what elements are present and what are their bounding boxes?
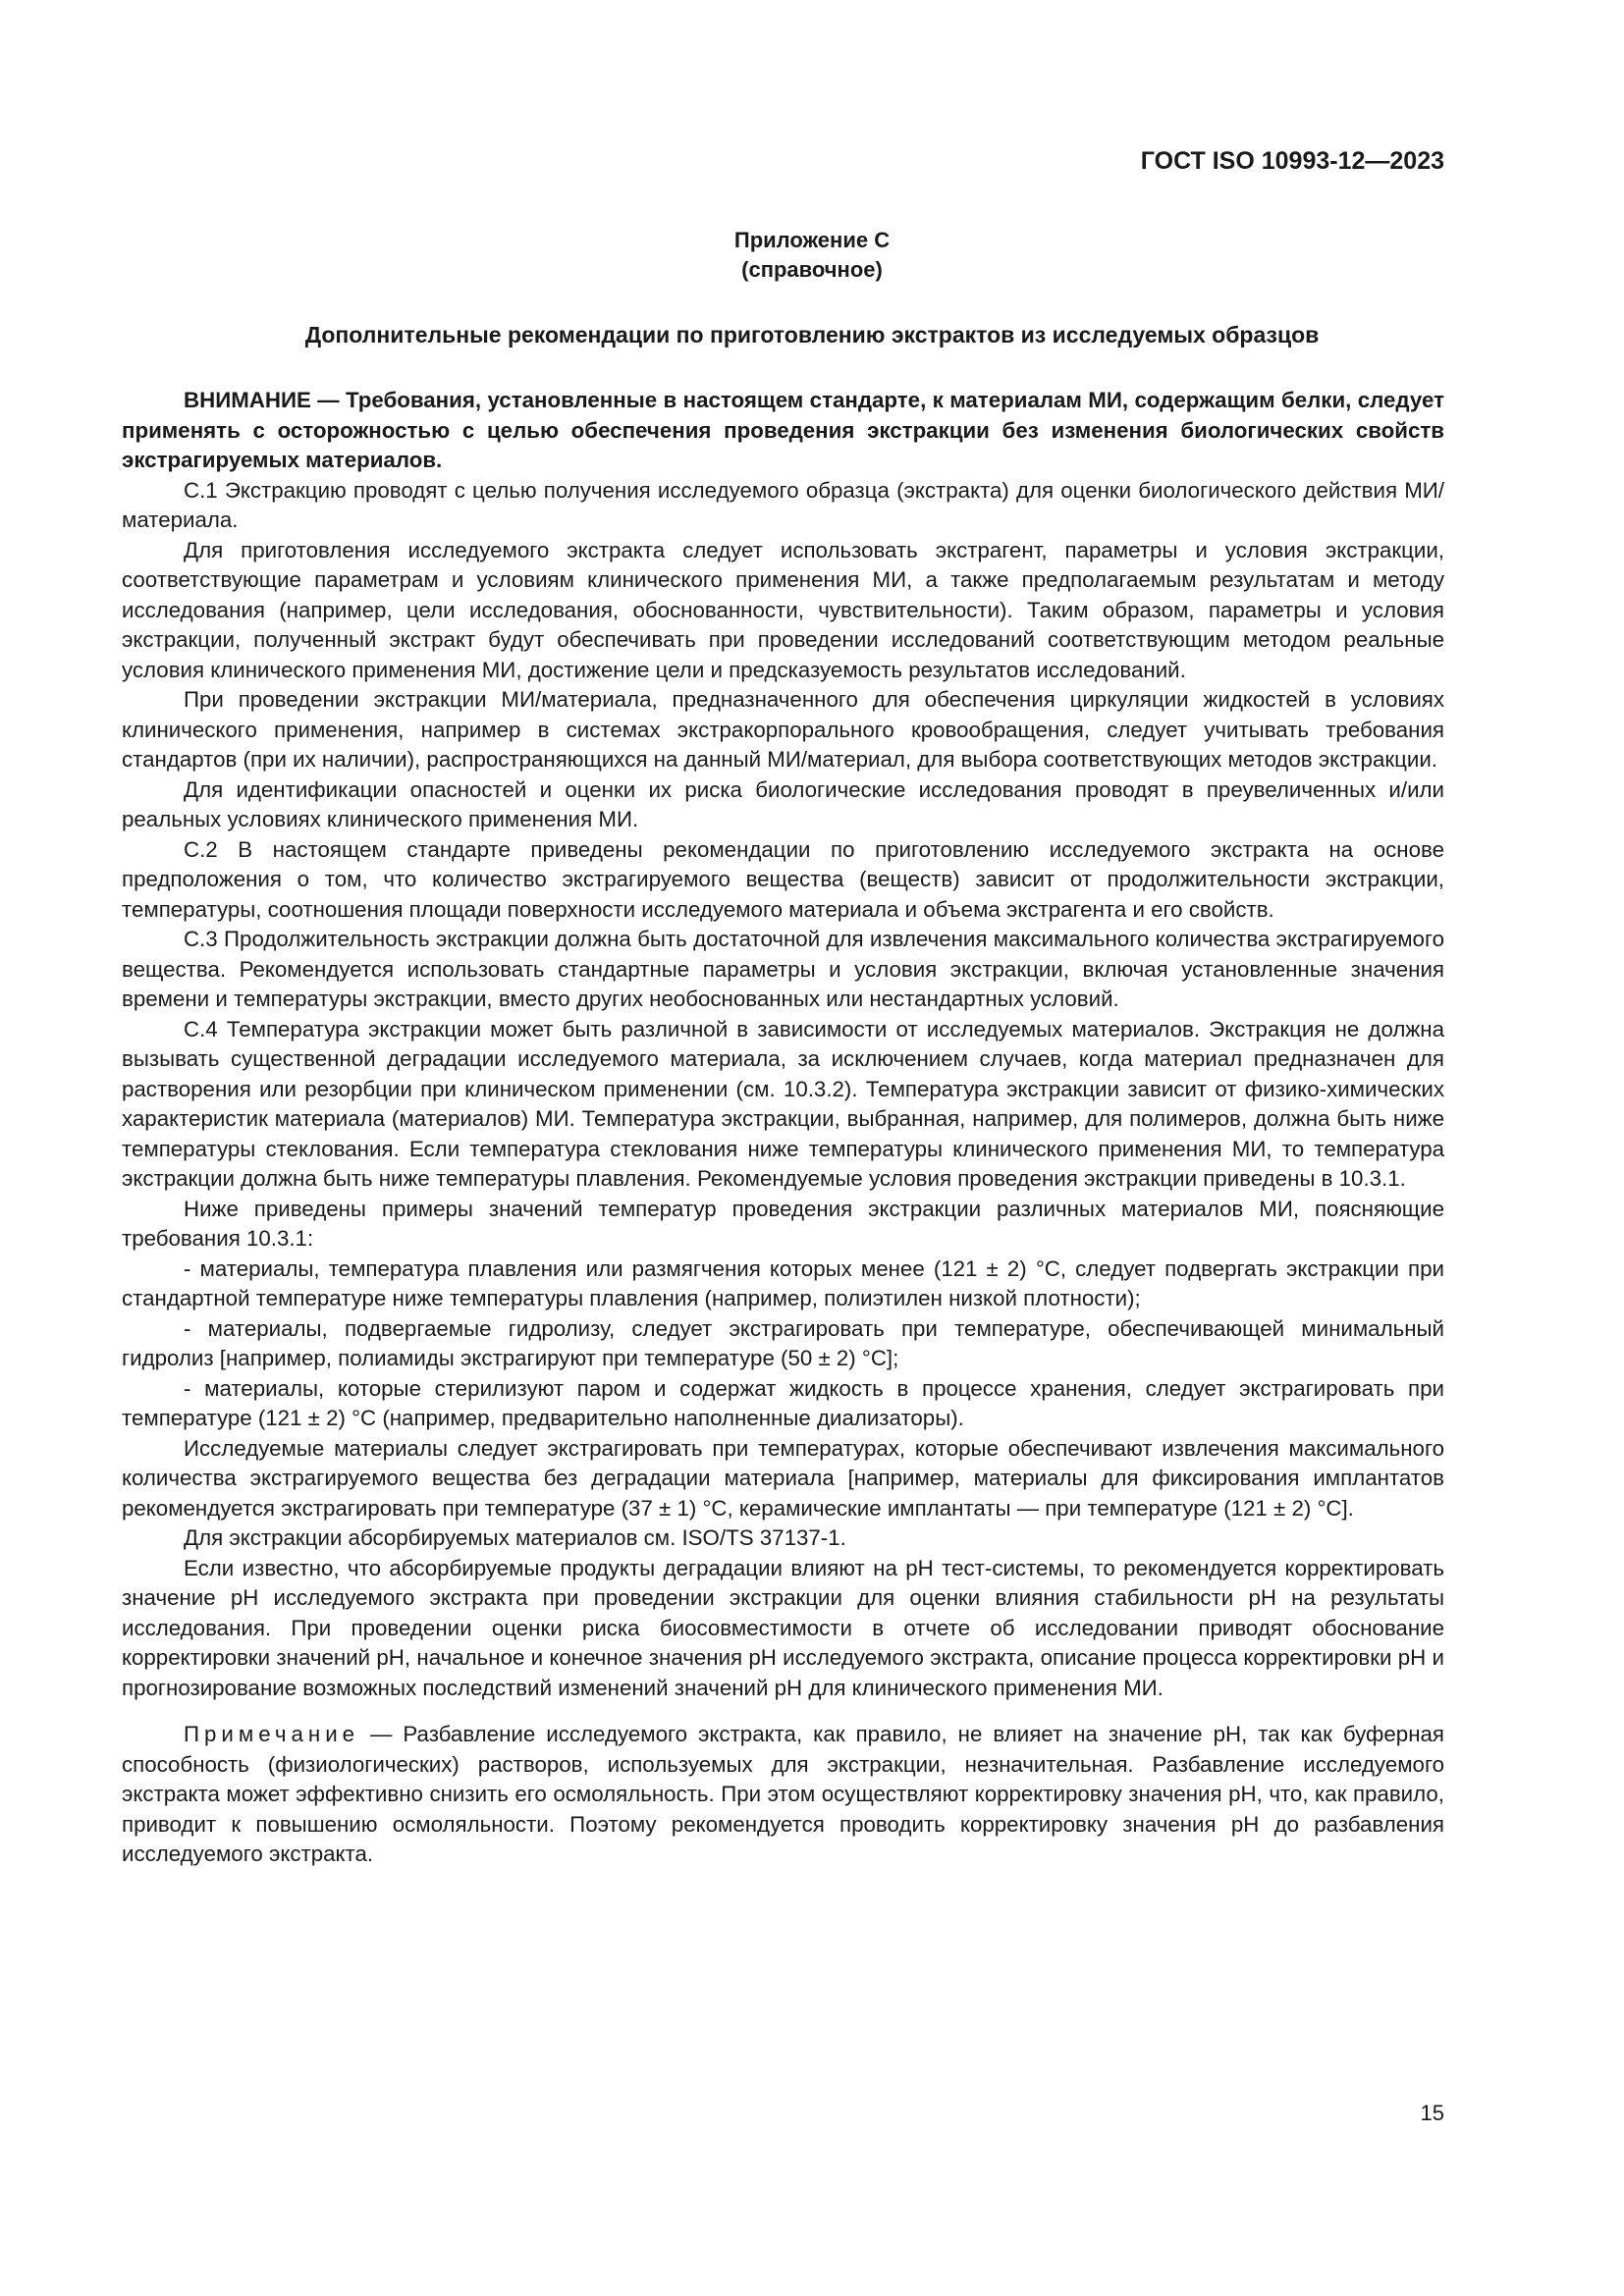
list-item: - материалы, которые стерилизуют паром и содержат жидкость в процессе хранения, следует экстрагировать при температуре (121 ± 2) °С (например, предварительно наполненные диализаторы). bbox=[122, 1375, 1444, 1430]
paragraph-c3: С.3 Продолжительность экстракции должна быть достаточной для извлечения максимального количества экстрагируемого вещества. Рекомендуется использовать стандартные параметры и условия экстракции, включая установленные значения времени и температуры экстракции, вместо других необоснованных или нестандартных условий. bbox=[122, 927, 1444, 1011]
body-text bbox=[122, 386, 1444, 1870]
appendix-title: Приложение С bbox=[733, 228, 891, 252]
paragraph: Для экстракции абсорбируемых материалов см. ISO/TS 37137-1. bbox=[184, 1525, 846, 1550]
paragraph: Для приготовления исследуемого экстракта следует использовать экстрагент, параметры и условия экстракции, соответствующие параметрам и условиям клинического применения МИ, а также предполагаемым результатам и методу исследования (например, цели исследования, обоснованности, чувствительности). Таким образом, параметры и условия экстракции, полученный экстракт будут обеспечивать при проведении исследований соответствующим методом реальные условия клинического применения МИ, достижение цели и предсказуемость результатов исследований. bbox=[122, 537, 1444, 682]
paragraph: Ниже приведены примеры значений температур проведения экстракции различных материалов МИ, поясняющие требования 10.3.1: bbox=[122, 1196, 1444, 1251]
paragraph-c2: С.2 В настоящем стандарте приведены рекомендации по приготовлению исследуемого экстракта на основе предположения о том, что количество экстрагируемого вещества (веществ) зависит от продолжительности экстракции, температуры, соотношения площади поверхности исследуемого материала и объема экстрагента и его свойств. bbox=[122, 836, 1444, 922]
paragraph: Исследуемые материалы следует экстрагировать при температурах, которые обеспечивают извлечения максимального количества экстрагируемого вещества без деградации материала [например, материалы для фиксирования имплантатов рекомендуется экстрагировать при температуре (37 ± 1) °С, керамические имплантаты — при температуре (121 ± 2) °С]. bbox=[122, 1435, 1444, 1521]
note-paragraph bbox=[122, 1720, 1444, 1870]
page-number: 15 bbox=[1420, 2101, 1444, 2125]
appendix-heading bbox=[0, 226, 1624, 285]
standard-code: ГОСТ ISO 10993-12—2023 bbox=[1140, 147, 1444, 175]
document-title: Дополнительные рекомендации по приготовлению экстрактов из исследуемых образцов bbox=[304, 322, 1320, 347]
paragraph: При проведении экстракции МИ/материала, предназначенного для обеспечения циркуляции жидкостей в условиях клинического применения, например в системах экстракорпорального кровообращения, следует учитывать требования стандартов (при их наличии), распространяющихся на данный МИ/материал, для выбора соответствующих методов экстракции. bbox=[122, 687, 1444, 772]
paragraph: Для идентификации опасностей и оценки их риска биологические исследования проводят в преувеличенных и/или реальных условиях клинического применения МИ. bbox=[122, 776, 1444, 831]
paragraph-c4: С.4 Температура экстракции может быть различной в зависимости от исследуемых материалов. Экстракция не должна вызывать существенной деградации исследуемого материала, за исключением случаев, когда материал предназначен для растворения или резорбции при клиническом применении (см. 10.3.2). Температура экстракции зависит от физико-химических характеристик материала (материалов) МИ. Температура экстракции, выбранная, например, для полимеров, должна быть ниже температуры стеклования. Если температура стеклования ниже температуры клинического применения МИ, то температура экстракции должна быть ниже температуры плавления. Рекомендуемые условия проведения экстракции приведены в 10.3.1. bbox=[122, 1016, 1444, 1191]
paragraph: Если известно, что абсорбируемые продукты деградации влияют на рН тест-системы, то рекомендуется корректировать значение рН исследуемого экстракта при проведении экстракции для оценки влияния стабильности рН на результаты исследования. При проведении оценки риска биосовместимости в отчете об исследовании приводят обоснование корректировки значений рН, начальное и конечное значения рН исследуемого экстракта, описание процесса корректировки рН и прогнозирование возможных последствий изменений значений рН для клинического применения МИ. bbox=[122, 1555, 1444, 1700]
paragraph-c1: С.1 Экстракцию проводят с целью получения исследуемого образца (экстракта) для оценки биологического действия МИ/материала. bbox=[122, 477, 1444, 532]
warning-paragraph: ВНИМАНИЕ — Требования, установленные в настоящем стандарте, к материалам МИ, содержащим белки, следует применять с осторожностью с целью обеспечения проведения экстракции без изменения биологических свойств экстрагируемых материалов. bbox=[122, 388, 1444, 472]
list-item: - материалы, подвергаемые гидролизу, следует экстрагировать при температуре, обеспечивающей минимальный гидролиз [например, полиамиды экстрагируют при температуре (50 ± 2) °С]; bbox=[122, 1315, 1444, 1370]
note-text: — Разбавление исследуемого экстракта, как правило, не влияет на значение рН, так как буферная способность (физиологических) растворов, используемых для экстракции, незначительная. Разбавление исследуемого экстракта может эффективно снизить его осмоляльность. При этом осуществляют корректировку значения рН, что, как правило, приводит к повышению осмоляльности. Поэтому рекомендуется проводить корректировку значения рН до разбавления исследуемого экстракта. bbox=[122, 1722, 1444, 1866]
note-label: Примечание bbox=[184, 1722, 360, 1746]
list-item: - материалы, температура плавления или размягчения которых менее (121 ± 2) °С, следует подвергать экстракции при стандартной температуре ниже температуры плавления (например, полиэтилен низкой плотности); bbox=[122, 1255, 1444, 1310]
appendix-subtitle: (справочное) bbox=[741, 257, 883, 282]
